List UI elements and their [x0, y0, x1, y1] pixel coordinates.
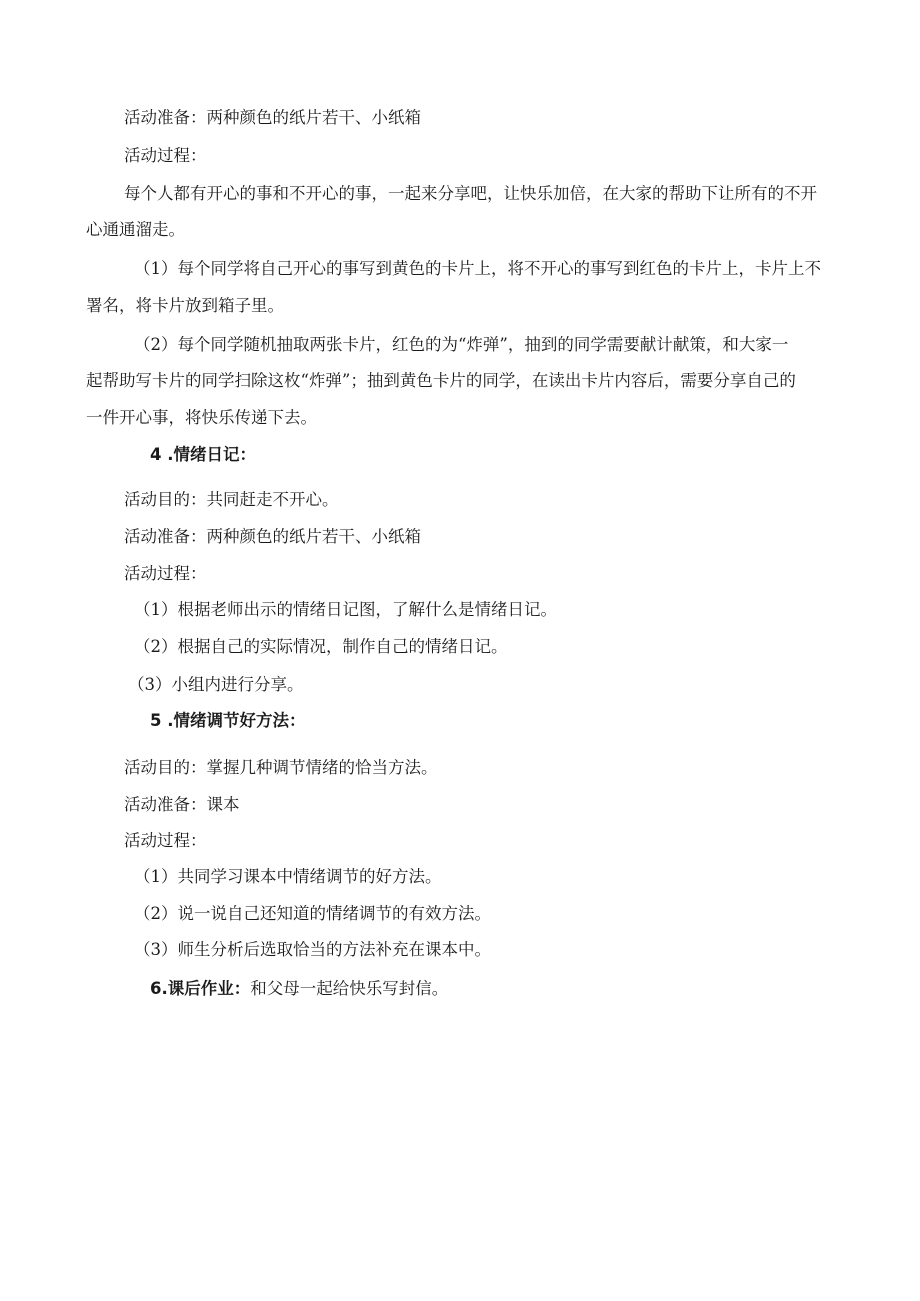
activity-prep-line: 活动准备：两种颜色的纸片若干、小纸箱: [124, 108, 421, 127]
section-5-step-3: （3）师生分析后选取恰当的方法补充在课本中。: [134, 940, 491, 959]
section-5-step-1: （1）共同学习课本中情绪调节的好方法。: [134, 867, 442, 886]
section-4-step-3: （3）小组内进行分享。: [128, 675, 304, 694]
section-5-prep: 活动准备：课本: [124, 795, 240, 814]
step-2-line-3: 一件开心事，将快乐传递下去。: [86, 408, 317, 427]
section-5-heading: 5 .情绪调节好方法：: [150, 711, 306, 730]
step-2-line-1: （2）每个同学随机抽取两张卡片，红色的为“炸弹”，抽到的同学需要献计献策，和大家一: [134, 335, 789, 354]
section-4-process-label: 活动过程：: [124, 564, 207, 583]
section-6-text: 和父母一起给快乐写封信。: [250, 979, 449, 998]
section-4-prep: 活动准备：两种颜色的纸片若干、小纸箱: [124, 527, 421, 546]
section-4-heading: 4 .情绪日记：: [150, 445, 256, 464]
section-6-heading: 6.课后作业：: [150, 979, 251, 998]
intro-paragraph-line-2: 心通通溜走。: [86, 220, 185, 239]
section-4-goal: 活动目的：共同赶走不开心。: [124, 490, 339, 509]
step-2-line-2: 起帮助写卡片的同学扫除这枚“炸弹”；抽到黄色卡片的同学，在读出卡片内容后，需要分享自己的: [86, 371, 796, 390]
section-4-step-2: （2）根据自己的实际情况，制作自己的情绪日记。: [134, 637, 508, 656]
section-5-process-label: 活动过程：: [124, 831, 207, 850]
section-4-step-1: （1）根据老师出示的情绪日记图，了解什么是情绪日记。: [134, 600, 557, 619]
section-6-line: [150, 979, 448, 999]
step-1-line-2: 署名，将卡片放到箱子里。: [86, 296, 284, 315]
section-5-goal: 活动目的：掌握几种调节情绪的恰当方法。: [124, 758, 438, 777]
intro-paragraph-line-1: 每个人都有开心的事和不开心的事，一起来分享吧，让快乐加倍，在大家的帮助下让所有的不开: [124, 184, 817, 203]
section-5-step-2: （2）说一说自己还知道的情绪调节的有效方法。: [134, 904, 491, 923]
step-1-line-1: （1）每个同学将自己开心的事写到黄色的卡片上，将不开心的事写到红色的卡片上，卡片上不: [134, 259, 821, 278]
activity-process-label: 活动过程：: [124, 146, 207, 165]
